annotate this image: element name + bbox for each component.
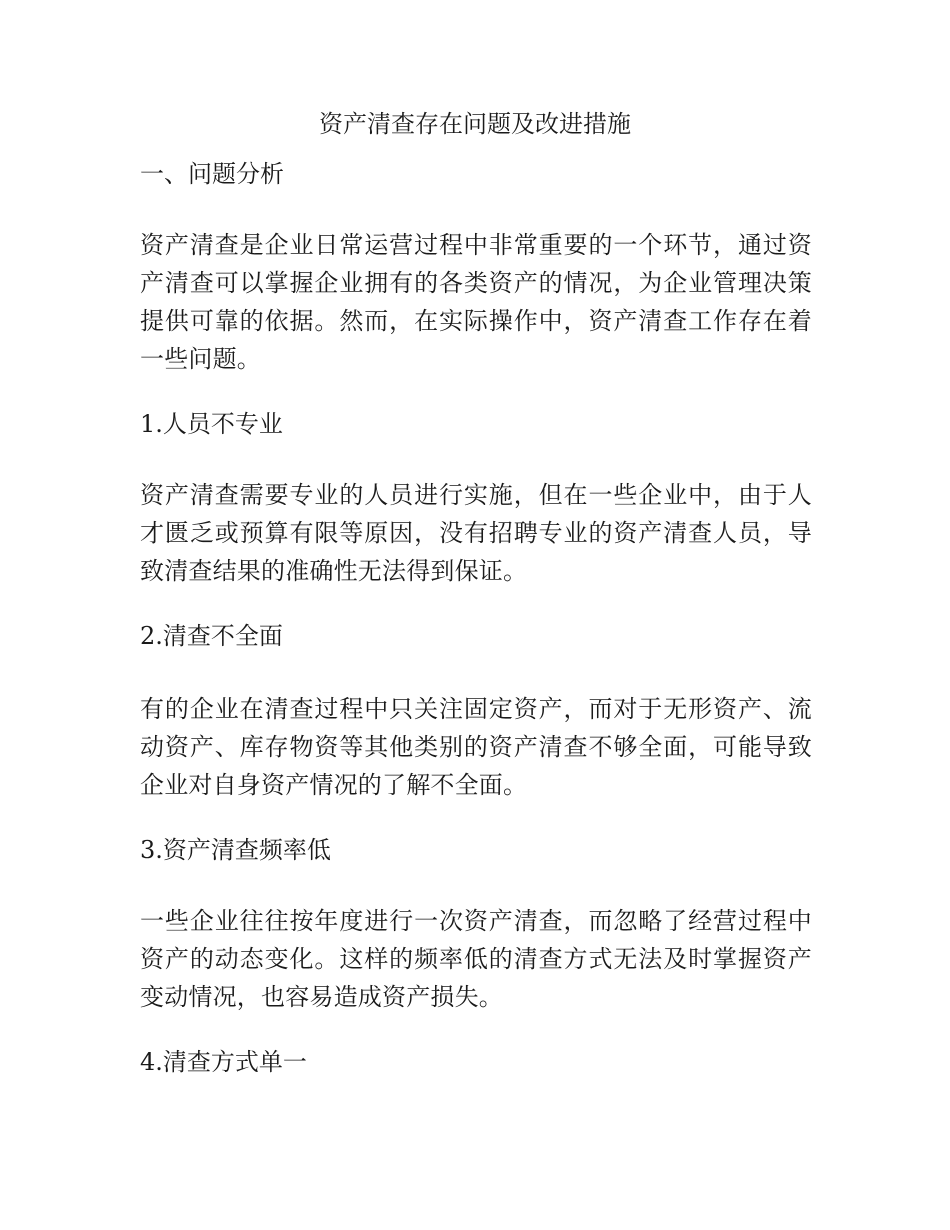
item-heading-1: 1.人员不专业 <box>140 410 283 438</box>
item-heading-4: 4.清查方式单一 <box>140 1048 307 1076</box>
item-paragraph-3: 一些企业往往按年度进行一次资产清查，而忽略了经营过程中资产的动态变化。这样的频率低的清查方式无法及时掌握资产变动情况，也容易造成资产损失。 <box>140 907 812 1011</box>
intro-paragraph: 资产清查是企业日常运营过程中非常重要的一个环节，通过资产清查可以掌握企业拥有的各类资产的情况，为企业管理决策提供可靠的依据。然而，在实际操作中，资产清查工作存在着一些问题。 <box>140 231 812 373</box>
document-title: 资产清查存在问题及改进措施 <box>319 110 631 138</box>
item-paragraph-2: 有的企业在清查过程中只关注固定资产，而对于无形资产、流动资产、库存物资等其他类别的资产清查不够全面，可能导致企业对自身资产情况的了解不全面。 <box>140 695 812 799</box>
item-paragraph-1: 资产清查需要专业的人员进行实施，但在一些企业中，由于人才匮乏或预算有限等原因，没有招聘专业的资产清查人员，导致清查结果的准确性无法得到保证。 <box>140 481 812 585</box>
item-heading-3: 3.资产清查频率低 <box>140 836 331 864</box>
section-heading-problem-analysis: 一、问题分析 <box>140 160 284 188</box>
item-heading-2: 2.清查不全面 <box>140 622 283 650</box>
